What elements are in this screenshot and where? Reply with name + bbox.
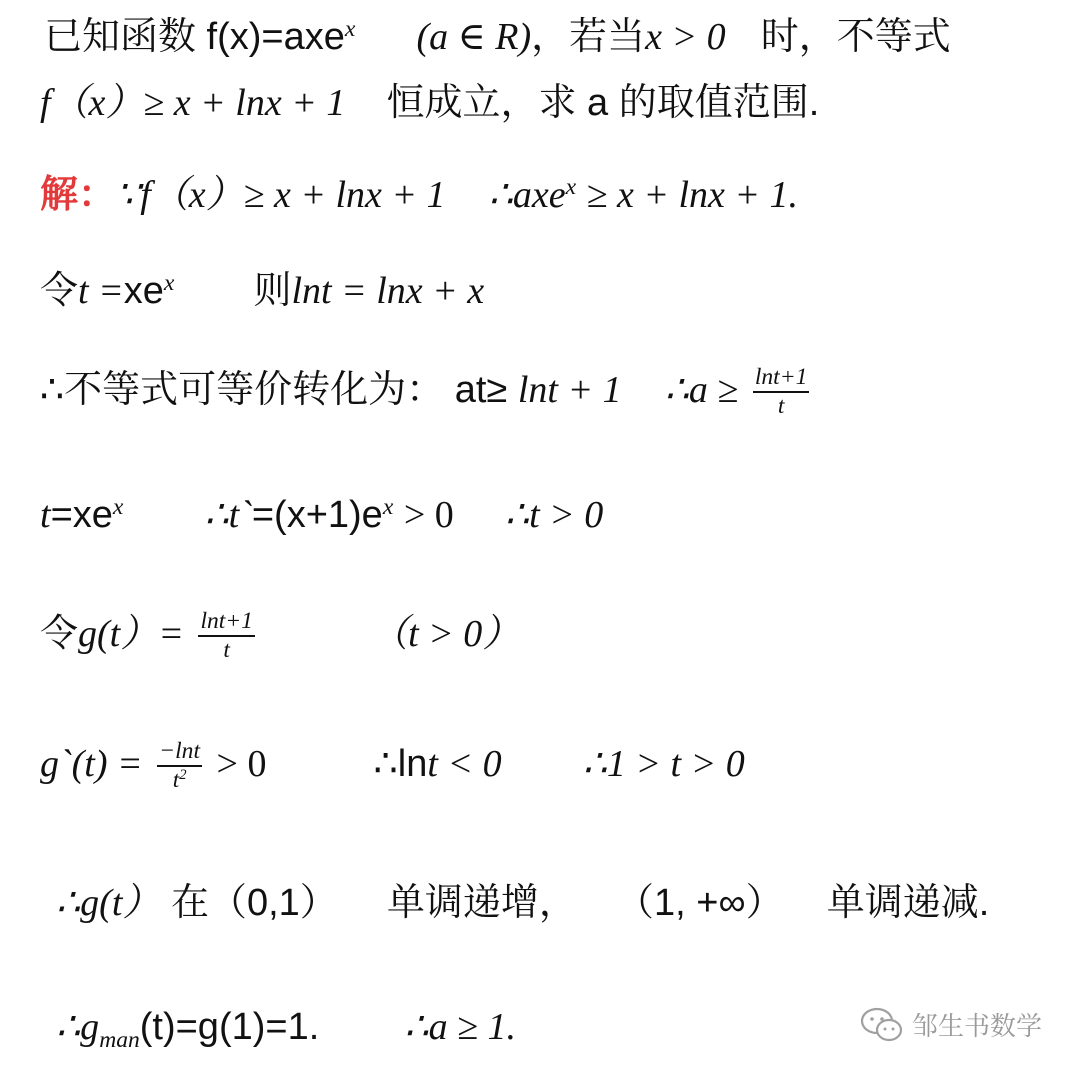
step8-value: (t)=g(1)=1. xyxy=(139,1006,320,1048)
problem-suffix: 时，不等式 xyxy=(760,16,951,58)
solution-step-5 xyxy=(40,608,520,664)
wechat-icon xyxy=(860,1007,904,1043)
problem-question: 恒成立，求 a 的取值范围. xyxy=(386,82,820,124)
step6-gt: > 0 xyxy=(216,743,267,786)
step1-rest: ≥ x + lnx + 1. xyxy=(586,174,799,216)
step6-ln: ∴ln xyxy=(373,743,428,786)
step6-fraction xyxy=(157,738,202,794)
solution-step-2 xyxy=(40,272,484,310)
step8-g: ∴g xyxy=(56,1006,100,1048)
solution-step-1 xyxy=(40,176,798,214)
step3-text: ∴不等式可等价转化为： xyxy=(40,369,445,412)
step5-fraction xyxy=(198,608,255,664)
step5-let: 令 xyxy=(40,613,79,656)
step7-on: 在（0,1） xyxy=(170,882,338,924)
solution-step-8 xyxy=(56,1006,516,1054)
step3-numerator: lnt+1 xyxy=(753,364,810,393)
problem-x-condition: x > 0 xyxy=(645,16,726,58)
step5-domain: （t > 0） xyxy=(370,613,521,656)
step3-therefore: ∴a ≥ xyxy=(664,369,739,412)
step6-denominator xyxy=(157,767,202,794)
step3-rhs: lnt + 1 xyxy=(517,369,622,412)
step7-g: ∴g(t） xyxy=(56,882,161,924)
step4-derivative-eq: =(x+1)e xyxy=(251,494,383,536)
problem-line-1 xyxy=(44,18,951,56)
step5-denominator: t xyxy=(223,637,230,664)
step6-den-exp: 2 xyxy=(179,767,187,784)
step6-ln-t: t < 0 xyxy=(427,743,502,786)
watermark xyxy=(860,1006,1042,1043)
step6-derivative: g`(t) = xyxy=(40,743,143,786)
step6-conclusion: ∴1 > t > 0 xyxy=(582,743,745,786)
step3-denominator: t xyxy=(777,393,785,420)
problem-mid: ，若当 xyxy=(531,16,646,58)
step2-then: 则 xyxy=(253,270,292,312)
step8-sub: man xyxy=(99,1027,140,1054)
step4-gt: > 0 xyxy=(403,494,454,536)
step1-exp: x xyxy=(565,174,577,201)
step4-conclusion: ∴t > 0 xyxy=(504,494,604,536)
problem-exp: x xyxy=(344,16,356,43)
step3-ineq: at≥ xyxy=(454,369,508,412)
step6-den-base: t xyxy=(172,767,180,794)
solution-label: 解： xyxy=(40,174,117,216)
step6-numerator: −lnt xyxy=(157,738,202,767)
problem-inequality: f（x）≥ x + lnx + 1 xyxy=(40,82,346,124)
step3-fraction xyxy=(753,364,810,420)
step2-xe: xe xyxy=(123,270,164,312)
step5-numerator: lnt+1 xyxy=(198,608,255,637)
solution-step-3 xyxy=(40,364,813,420)
problem-condition: (a ∈ R) xyxy=(416,16,532,58)
step5-g: g(t）= xyxy=(78,613,184,656)
step4-derivative: ∴t` xyxy=(204,494,252,536)
problem-function-def: 已知函数 f(x)=axe xyxy=(44,16,345,58)
solution-step-7 xyxy=(56,884,989,922)
step1-transform: ∴axe xyxy=(488,174,566,216)
step2-rhs: lnt = lnx + x xyxy=(291,270,485,312)
step8-conclusion: ∴a ≥ 1. xyxy=(404,1006,516,1048)
step4-exp: x xyxy=(112,494,124,521)
step1-given: ∵f（x）≥ x + lnx + 1 xyxy=(116,174,446,216)
step2-let: 令 xyxy=(40,270,79,312)
step4-derivative-exp: x xyxy=(382,494,394,521)
step7-interval: （1, +∞） xyxy=(616,882,784,924)
step2-exp: x xyxy=(163,270,175,297)
problem-line-2 xyxy=(40,84,819,122)
solution-step-6 xyxy=(40,738,745,794)
step7-decreasing: 单调递减. xyxy=(826,882,990,924)
solution-step-4 xyxy=(40,496,603,534)
step2-t: t = xyxy=(78,270,124,312)
step4-eq: =xe xyxy=(50,494,113,536)
step7-increasing: 单调递增， xyxy=(386,882,577,924)
step4-t: t xyxy=(40,494,51,536)
watermark-text: 邹生书数学 xyxy=(911,1011,1042,1041)
